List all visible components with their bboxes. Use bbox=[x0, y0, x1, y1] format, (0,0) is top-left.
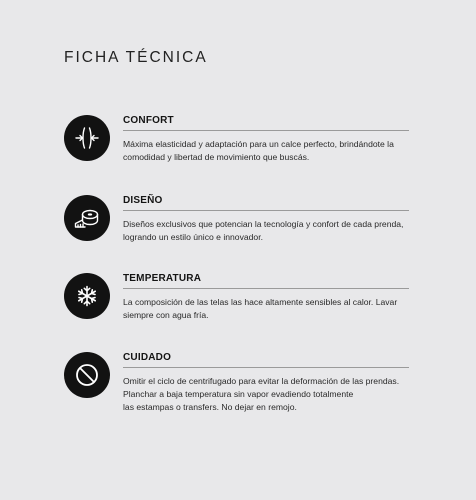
section-description bbox=[123, 296, 409, 322]
section-content bbox=[123, 195, 409, 244]
description-line: La composición de las telas las hace altamente sensibles al calor. Lavar bbox=[123, 297, 398, 307]
section-content bbox=[123, 273, 409, 322]
section-content bbox=[123, 352, 409, 414]
description-line: siempre con agua fría. bbox=[123, 310, 209, 320]
description-line: Diseños exclusivos que potencian la tecnología y confort de cada prenda, bbox=[123, 219, 404, 229]
section-heading: CUIDADO bbox=[123, 352, 409, 368]
section-content bbox=[123, 115, 409, 164]
description-line: Omitir el ciclo de centrifugado para evitar la deformación de las prendas. bbox=[123, 376, 400, 386]
description-line: Planchar a baja temperatura sin vapor evadiendo totalmente bbox=[123, 389, 354, 399]
description-line: logrando un estilo único e innovador. bbox=[123, 232, 263, 242]
measuring-tape-icon bbox=[64, 195, 110, 241]
page-title: FICHA TÉCNICA bbox=[64, 49, 208, 66]
description-line: comodidad y libertad de movimiento que buscás. bbox=[123, 152, 310, 162]
snowflake-icon bbox=[64, 273, 110, 319]
compression-arrows-icon bbox=[64, 115, 110, 161]
section-heading: CONFORT bbox=[123, 115, 409, 131]
section-heading: TEMPERATURA bbox=[123, 273, 409, 289]
section-heading: DISEÑO bbox=[123, 195, 409, 211]
section-description bbox=[123, 375, 409, 414]
section-description bbox=[123, 218, 409, 244]
section-description bbox=[123, 138, 409, 164]
description-line: Máxima elasticidad y adaptación para un calce perfecto, brindándote la bbox=[123, 139, 394, 149]
prohibited-icon bbox=[64, 352, 110, 398]
description-line: las estampas o transfers. No dejar en remojo. bbox=[123, 402, 297, 412]
